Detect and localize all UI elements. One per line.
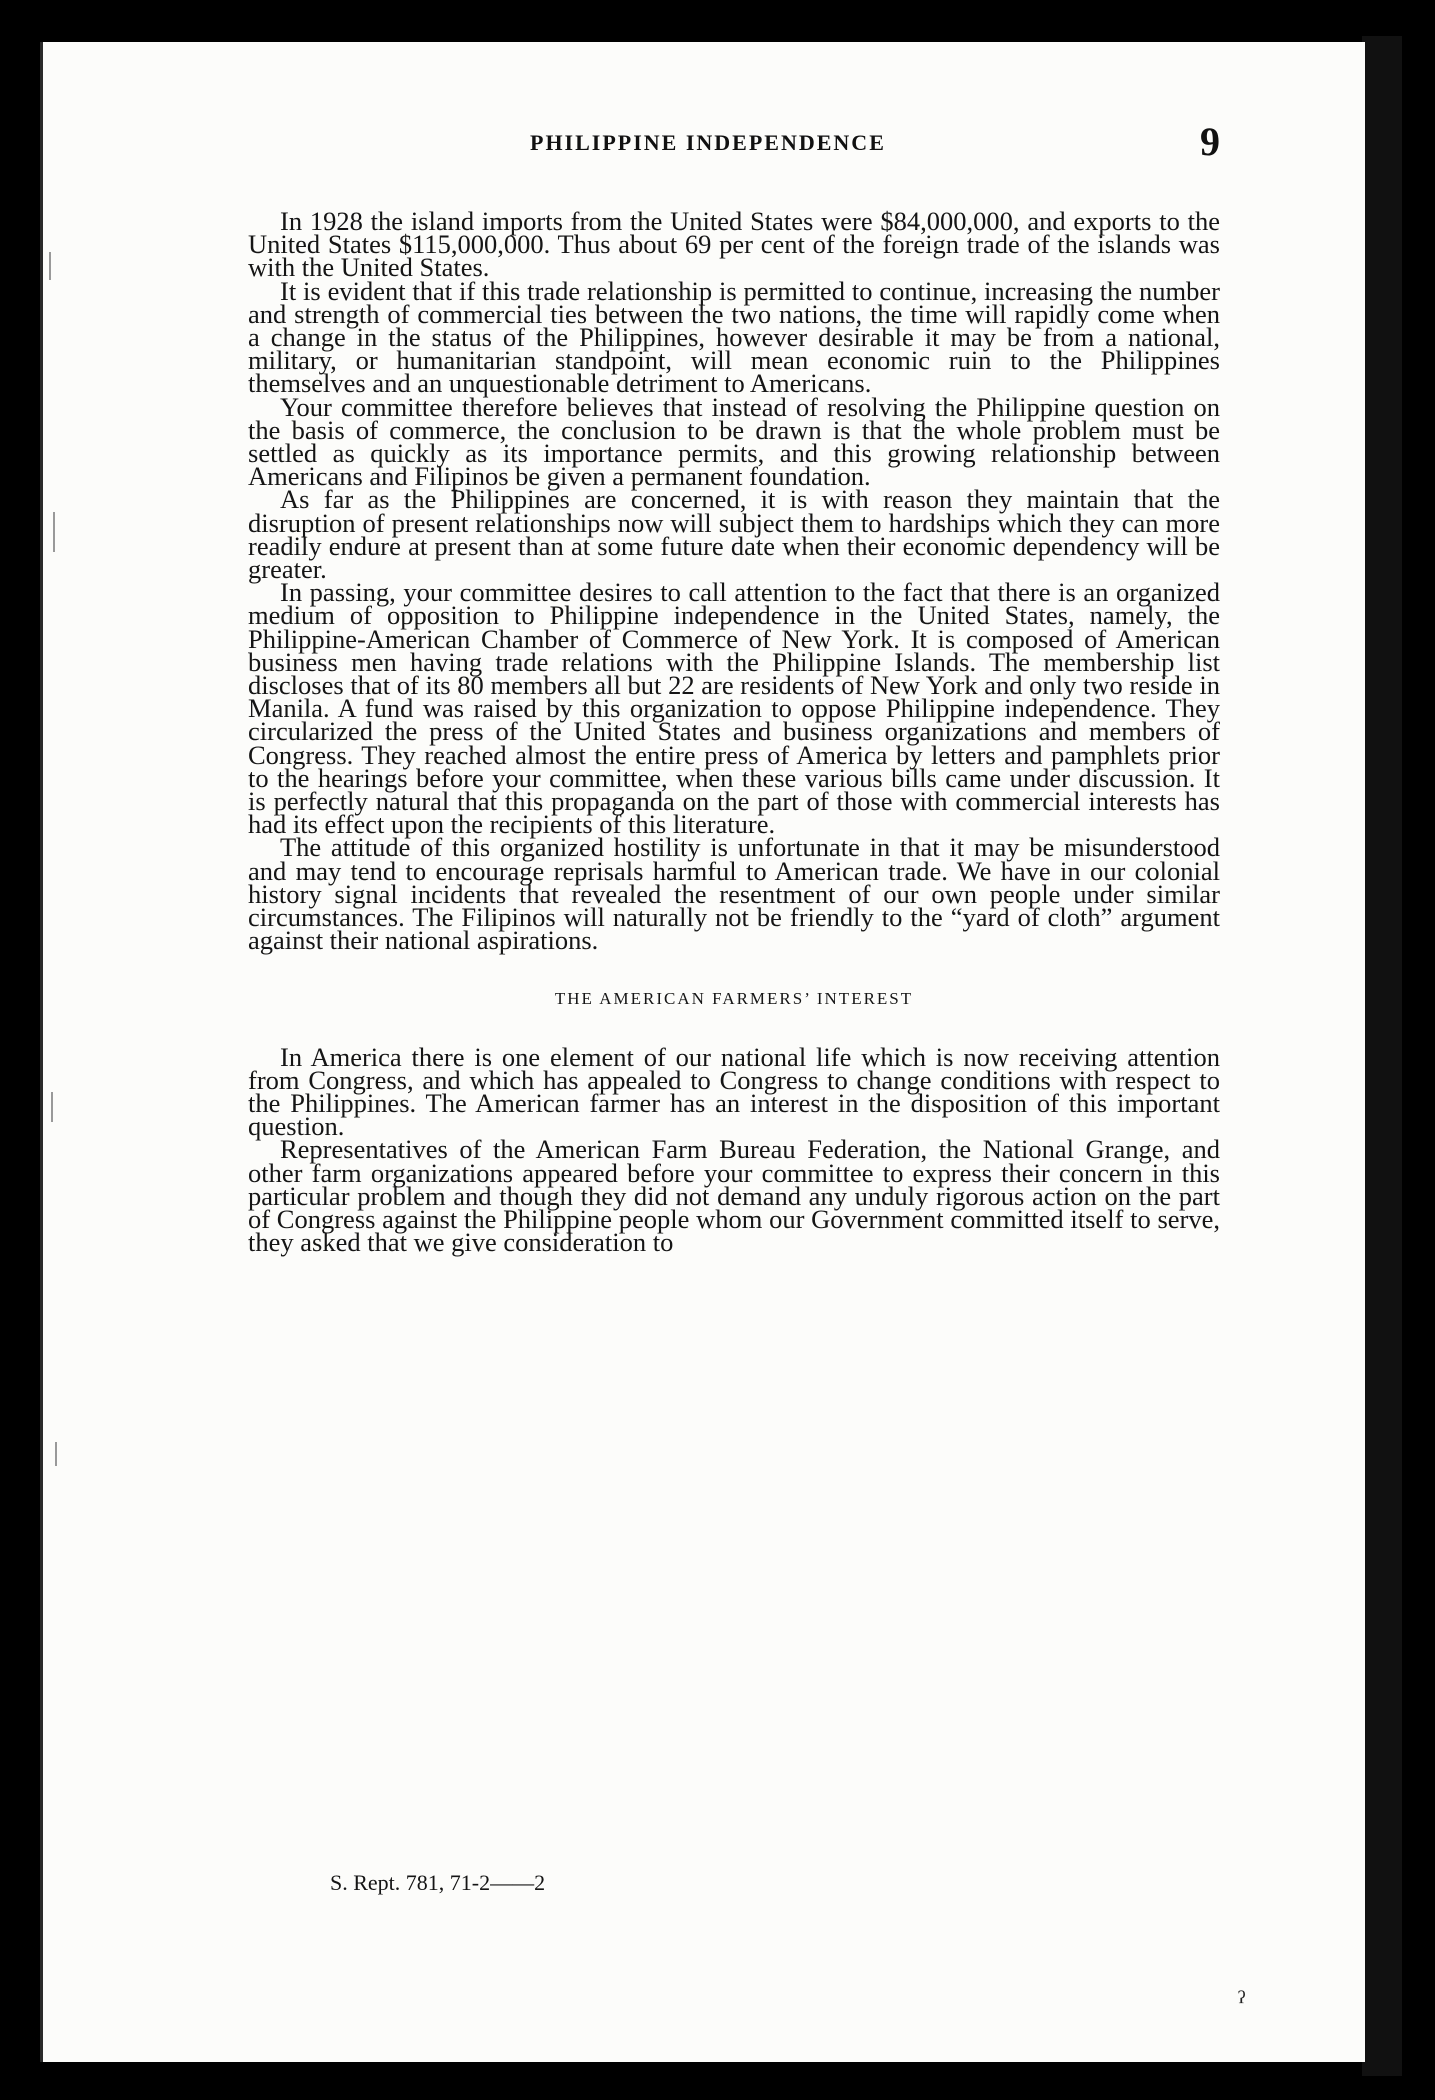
section-heading: THE AMERICAN FARMERS’ INTEREST — [554, 988, 914, 1008]
paragraph: Your committee therefore believes that instead of resolving the Philippine question on the basis of commerce, the conclusion to be drawn is that the whole problem must be settled as quickly as its importance permits, and this growing relationship between Americans and Filipinos be given a permanent foundation. — [248, 391, 1220, 492]
paragraph: As far as the Philippines are concerned, it is with reason they maintain that the disruption of present relationships now will subject them to hardships which they can more readily endure at present than at some future date when their economic dependency will be greater. — [248, 484, 1220, 585]
paragraph: Representatives of the American Farm Bureau Federation, the National Grange, and other farm organizations appeared before your committee to express their concern in this particular problem and though they did not demand any unduly rigorous action on the part of Congress against the Philippine people whom our Government committed itself to serve, they asked that we give consideration to — [248, 1134, 1220, 1258]
paragraph: In passing, your committee desires to call attention to the fact that there is an organized medium of opposition to Philippine independence in the United States, namely, the Philippine-American Chamber of Commerce of New York. It is composed of American business men having trade relations with the Philippine Islands. The membership list discloses that of its 80 members all but 22 are residents of New York and only two reside in Manila. A fund was raised by this organization to oppose Philippine independence. They circularized the press of the United States and business organizations and members of Congress. They reached almost the entire press of America by letters and pamphlets prior to the hearings before your committee, when these various bills came under discussion. It is perfectly natural that this propaganda on the part of those with commercial interests has had its effect upon the recipients of this literature. — [248, 577, 1220, 840]
scanner-edge — [1362, 36, 1402, 2076]
paragraph: In 1928 the island imports from the United States were $84,000,000, and exports to the United States $115,000,000. Thus about 69 per cent of the foreign trade of the islands was with the United States. — [248, 206, 1220, 283]
report-reference: S. Rept. 781, 71-2——2 — [330, 1870, 546, 1895]
stray-mark: ˀ — [1238, 1985, 1246, 2018]
body-text — [248, 206, 1220, 1258]
paragraph: In America there is one element of our national life which is now receiving attention from Congress, and which has appealed to Congress to change conditions with respect to the Philippines. The American farmer has an interest in the disposition of this important question. — [248, 1041, 1220, 1142]
page-header — [210, 118, 1230, 168]
gutter-speck — [49, 252, 51, 280]
page-number: 9 — [1200, 119, 1220, 164]
running-head: PHILIPPINE INDEPENDENCE — [530, 130, 886, 155]
gutter-speck — [51, 1092, 53, 1122]
gutter-speck — [53, 512, 55, 552]
gutter-speck — [55, 1442, 57, 1466]
paragraph: It is evident that if this trade relationship is permitted to continue, increasing the number and strength of commercial ties between the two nations, the time will rapidly come when a change in the status of the Philippines, however desirable it may be from a national, military, or humanitarian standpoint, will mean economic ruin to the Philippines themselves and an unquestionable detriment to Americans. — [248, 275, 1220, 399]
paragraph: The attitude of this organized hostility is unfortunate in that it may be misunderstood and may tend to encourage reprisals harmful to American trade. We have in our colonial history signal incidents that revealed the resentment of our own people under similar circumstances. The Filipinos will naturally not be friendly to the “yard of cloth” argument against their national aspirations. — [248, 832, 1220, 956]
